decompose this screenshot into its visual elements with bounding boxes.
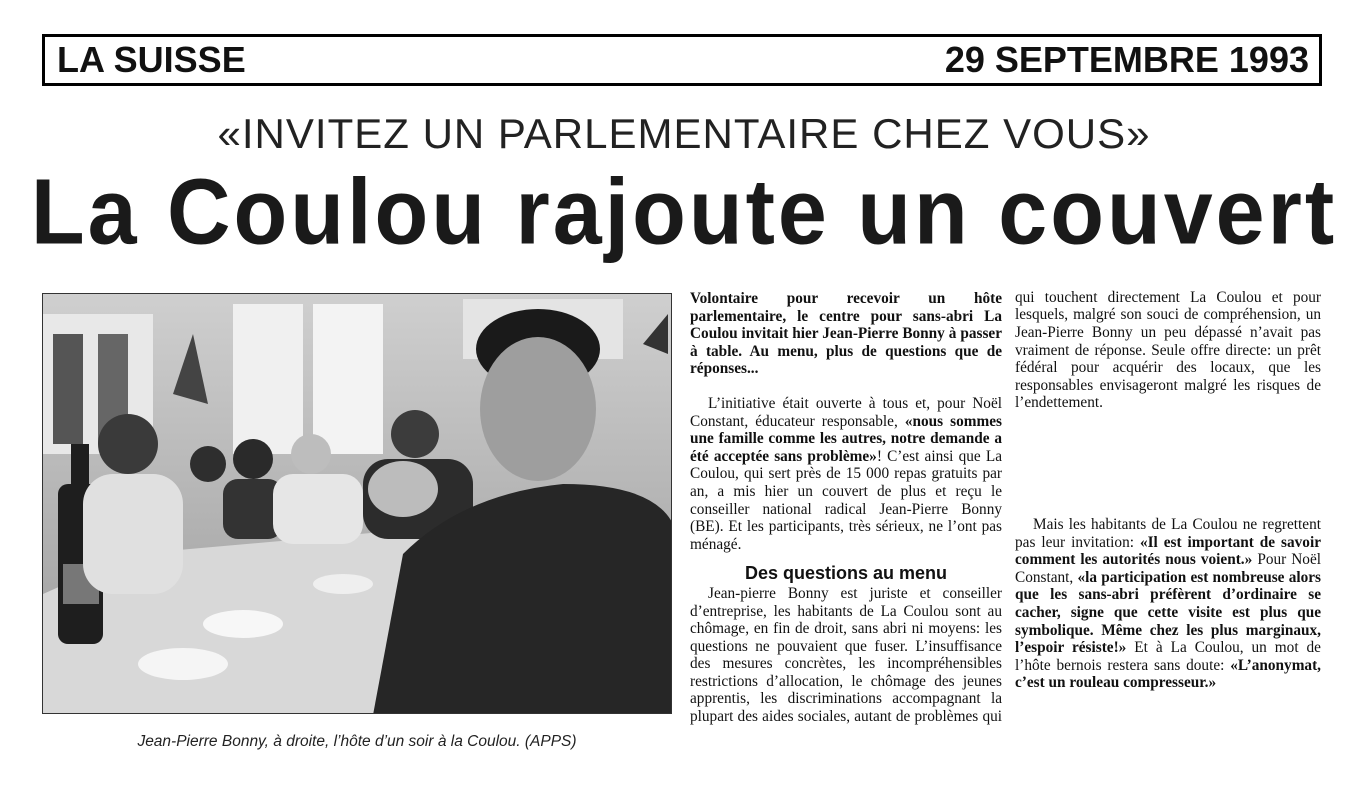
- newspaper-photo-icon: [43, 294, 672, 714]
- newspaper-header: [42, 34, 1322, 86]
- paragraph-3-quote-1: «Il est important de savoir comment les autorités nous voient.»: [1015, 533, 1321, 569]
- paragraph-3-text: Mais les habitants de La Coulou ne regrettent pas leur invitation:: [1015, 516, 1321, 551]
- paragraph-3-text-3: Et à La Coulou, un mot de l’hôte bernois restera sans doute:: [1015, 639, 1321, 674]
- paragraph-1-quote: «nous sommes une famille comme les autres, notre demande a été acceptée sans problème»: [690, 412, 1003, 465]
- article-column-1: [690, 290, 1002, 727]
- paragraph-2-continued-text: qui touchent directement La Coulou et pour lesquels, malgré son souci de compréhension, un Jean-Pierre Bonny un peu dépassé n’avait pas vraiment de réponse. Seule offre directe: un prêt fédéral pour acquérir des locaux, que les responsables envisageront malgré les risques de l’endettement.: [1015, 290, 1321, 412]
- paragraph-1-text: L’initiative était ouverte à tous et, pour Noël Constant, éducateur responsable,: [690, 394, 1002, 430]
- paragraph-3: [1015, 516, 1321, 692]
- article-column-2: [1015, 290, 1321, 692]
- paragraph-3-text-2: Pour Noël Constant,: [1015, 551, 1321, 586]
- paragraph-2-continuation: [1015, 290, 1321, 504]
- paragraph-3-quote-3: «L’anonymat, c’est un rouleau compresseur.»: [1015, 656, 1321, 692]
- article-lead: Volontaire pour recevoir un hôte parlementaire, le centre pour sans-abri La Coulou invitait hier Jean-Pierre Bonny à passer à table. Au menu, plus de questions que de réponses...: [690, 290, 1002, 378]
- article-photo: [42, 293, 672, 714]
- paragraph-2: Jean-pierre Bonny est juriste et conseiller d’entreprise, les habitants de La Coulou sont au chômage, en fin de droit, sans abri ni moyens: les questions ne pouvaient que fuser. L’insuffisance des mesures concrètes, les incompréhensibles restrictions d’allocation, le chômage des jeunes apprentis, les discriminations accompagnant la plupart des aides sociales, autant de problèmes qui: [690, 584, 1002, 726]
- publication-date: 29 SEPTEMBRE 1993: [944, 39, 1309, 80]
- photo-caption: Jean-Pierre Bonny, à droite, l’hôte d’un soir à la Coulou. (APPS): [137, 733, 577, 750]
- paragraph-3-quote-2: «la participation est nombreuse alors que les sans-abri préfèrent d’ordinaire se cacher, signe que cette visite est plus que symbolique. Même chez les plus marginaux, l’espoir résiste!»: [1015, 568, 1321, 657]
- article-headline: La Coulou rajoute un couvert: [30, 159, 1338, 264]
- section-subhead: Des questions au menu: [744, 563, 948, 584]
- paragraph-1: [690, 395, 1002, 553]
- newspaper-name: LA SUISSE: [57, 39, 246, 80]
- article-kicker: «INVITEZ UN PARLEMENTAIRE CHEZ VOUS»: [217, 110, 1151, 157]
- paragraph-1-text-end: ! C’est ainsi que La Coulou, qui sert près de 15 000 repas gratuits par an, a mis hier un couvert de plus et reçu le conseiller national radical Jean-Pierre Bonny (BE). Et les participants, très sérieux, ne l’ont pas ménagé.: [690, 447, 1002, 553]
